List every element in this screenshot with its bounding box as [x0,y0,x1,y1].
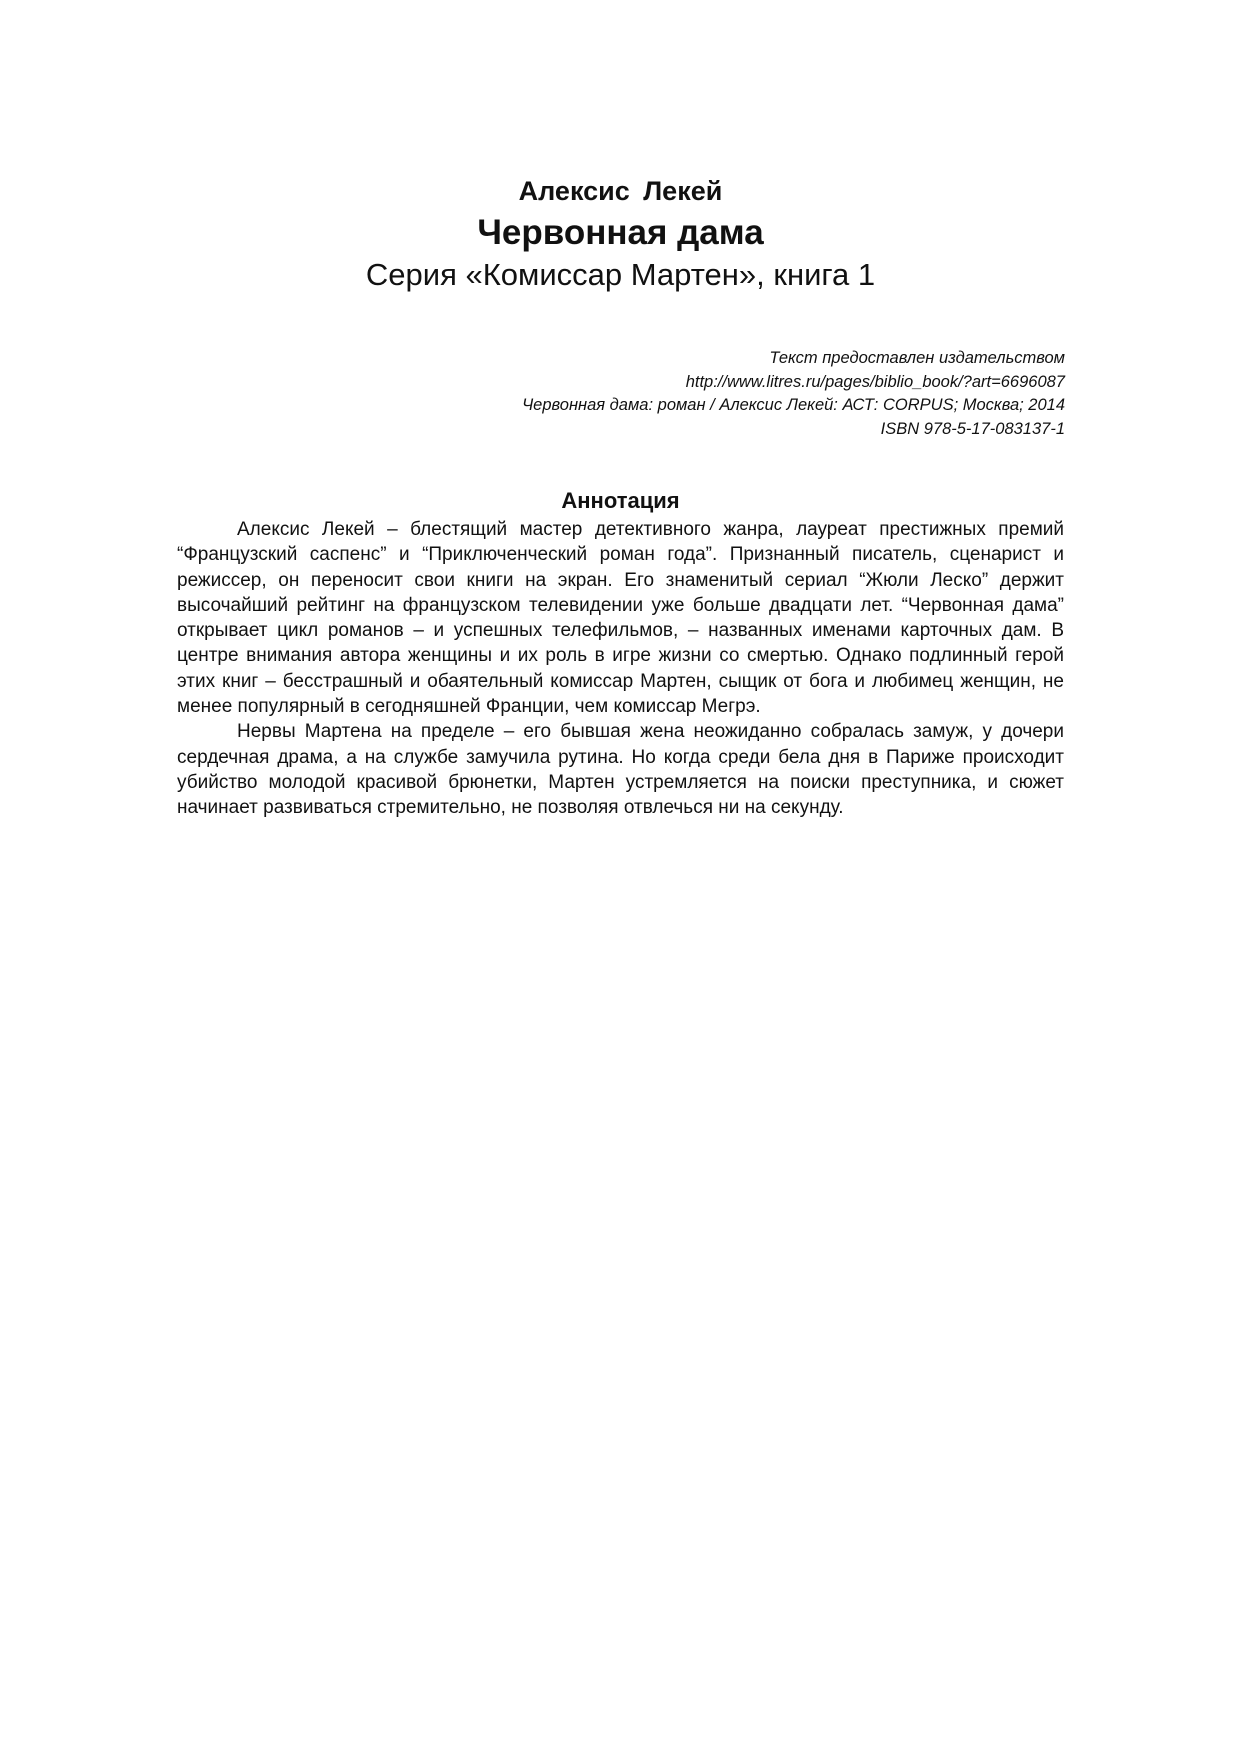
source-url-text: http://www.litres.ru/pages/biblio_book/?art=6696087 [685,372,1065,391]
book-title: Червонная дама [477,213,764,252]
isbn-text: ISBN 978-5-17-083137-1 [880,419,1065,438]
annotation-heading: Аннотация [561,488,680,513]
bibliographic-record: Червонная дама: роман / Алексис Лекей: АСТ: CORPUS; Москва; 2014 [522,396,1065,414]
annotation-paragraph: Нервы Мартена на пределе – его бывшая жена неожиданно собралась замуж, у дочери сердечная драма, а на службе замучила рутина. Но когда среди бела дня в Париже происходит убийство молодой красивой брюнетки, Мартен устремляется на поиски преступника, и сюжет начинает развиваться стремительно, не позволяя отвлечься ни на секунду. [177,721,1064,819]
book-author: Алексис Лекей [518,176,723,206]
annotation-paragraph: Алексис Лекей – блестящий мастер детективного жанра, лауреат престижных премий “Французский саспенс” и “Приключенческий роман года”. Признанный писатель, сценарист и режиссер, он переносит свои книги на экран. Его знаменитый сериал “Жюли Леско” держит высочайший рейтинг на французском телевидении уже больше двадцати лет. “Червонная дама” открывает цикл романов – и успешных телефильмов, – названных именами карточных дам. В центре внимания автора женщины и их роль в игре жизни со смертью. Однако подлинный герой этих книг – бесстрашный и обаятельный комиссар Мартен, сыщик от бога и любимец женщин, не менее популярный в сегодняшней Франции, чем комиссар Мегрэ. [177,519,1064,718]
publication-info [176,347,1065,441]
provided-by-text: Текст предоставлен издательством [769,349,1065,367]
book-series: Серия «Комиссар Мартен», книга 1 [365,257,876,292]
annotation-body [177,517,1064,821]
